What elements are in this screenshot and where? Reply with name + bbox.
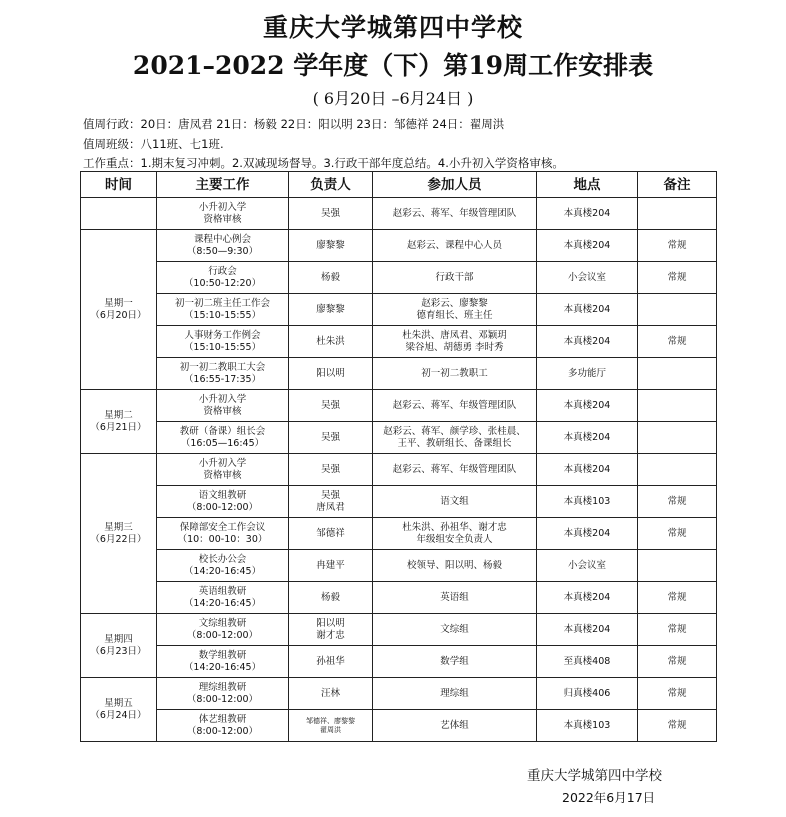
- leader-cell: 邹德祥、廖黎黎 翟周洪: [289, 710, 373, 742]
- leader-cell: 汪林: [289, 678, 373, 710]
- place-cell: 本真楼204: [537, 294, 638, 326]
- place-cell: 本真楼204: [537, 326, 638, 358]
- duty-class-line: 值周班级：八11班、七1班.: [83, 137, 224, 151]
- schedule-table: [80, 171, 717, 742]
- work-cell: 小升初入学 资格审核: [157, 390, 289, 422]
- table-row: [81, 230, 717, 262]
- note-cell: [638, 550, 717, 582]
- day-cell: 星期三 （6月22日）: [81, 454, 157, 614]
- participants-cell: 赵彩云、蒋军、年级管理团队: [373, 198, 537, 230]
- leader-cell: 杨毅: [289, 582, 373, 614]
- day-cell: 星期一 （6月20日）: [81, 230, 157, 390]
- participants-cell: 语文组: [373, 486, 537, 518]
- header-note: 备注: [638, 172, 717, 198]
- table-row: [81, 582, 717, 614]
- leader-cell: 吴强: [289, 390, 373, 422]
- table-row: [81, 390, 717, 422]
- leader-cell: 杜朱洪: [289, 326, 373, 358]
- work-cell: 语文组教研 （8:00-12:00）: [157, 486, 289, 518]
- table-row: [81, 550, 717, 582]
- leader-cell: 廖黎黎: [289, 230, 373, 262]
- schedule-body: [81, 198, 717, 742]
- participants-cell: 杜朱洪、唐凤君、邓颖玥 梁谷旭、胡德勇 李时秀: [373, 326, 537, 358]
- place-cell: 本真楼204: [537, 230, 638, 262]
- day-cell: [81, 198, 157, 230]
- participants-cell: 赵彩云、廖黎黎 德育组长、班主任: [373, 294, 537, 326]
- table-row: [81, 198, 717, 230]
- place-cell: 本真楼103: [537, 710, 638, 742]
- participants-cell: 理综组: [373, 678, 537, 710]
- work-cell: 人事财务工作例会 （15:10-15:55）: [157, 326, 289, 358]
- leader-cell: 吴强: [289, 454, 373, 486]
- work-cell: 课程中心例会 （8:50—9:30）: [157, 230, 289, 262]
- leader-cell: 阳以明: [289, 358, 373, 390]
- leader-cell: 邹德祥: [289, 518, 373, 550]
- note-cell: 常规: [638, 614, 717, 646]
- place-cell: 小会议室: [537, 262, 638, 294]
- leader-cell: 廖黎黎: [289, 294, 373, 326]
- note-cell: [638, 422, 717, 454]
- work-cell: 体艺组教研 （8:00-12:00）: [157, 710, 289, 742]
- work-cell: 校长办公会 （14:20-16:45）: [157, 550, 289, 582]
- participants-cell: 初一初二教职工: [373, 358, 537, 390]
- leader-cell: 冉建平: [289, 550, 373, 582]
- work-cell: 小升初入学 资格审核: [157, 198, 289, 230]
- leader-cell: 杨毅: [289, 262, 373, 294]
- note-cell: 常规: [638, 486, 717, 518]
- participants-cell: 校领导、阳以明、杨毅: [373, 550, 537, 582]
- participants-cell: 赵彩云、课程中心人员: [373, 230, 537, 262]
- participants-cell: 杜朱洪、孙祖华、谢才忠 年级组安全负责人: [373, 518, 537, 550]
- leader-cell: 吴强: [289, 422, 373, 454]
- leader-cell: 吴强: [289, 198, 373, 230]
- place-cell: 归真楼406: [537, 678, 638, 710]
- leader-cell: 阳以明 谢才忠: [289, 614, 373, 646]
- table-row: [81, 294, 717, 326]
- work-focus-line: 工作重点：1.期末复习冲刺。2.双减现场督导。3.行政干部年度总结。4.小升初入学资格审核。: [83, 156, 564, 170]
- participants-cell: 赵彩云、蒋军、颜学珍、张桂晨、 王平、教研组长、备课组长: [373, 422, 537, 454]
- table-row: [81, 326, 717, 358]
- place-cell: 至真楼408: [537, 646, 638, 678]
- schedule-title: 2021–2022 学年度（下）第19周工作安排表: [132, 51, 654, 80]
- work-cell: 初一初二教职工大会 （16:55-17:35）: [157, 358, 289, 390]
- work-cell: 文综组教研 （8:00-12:00）: [157, 614, 289, 646]
- table-row: [81, 678, 717, 710]
- work-cell: 初一初二班主任工作会 （15:10-15:55）: [157, 294, 289, 326]
- participants-cell: 文综组: [373, 614, 537, 646]
- place-cell: 本真楼204: [537, 582, 638, 614]
- participants-cell: 艺体组: [373, 710, 537, 742]
- date-range: ( 6月20日 –6月24日 ): [312, 89, 474, 108]
- note-cell: [638, 198, 717, 230]
- table-row: [81, 422, 717, 454]
- note-cell: 常规: [638, 582, 717, 614]
- header-leader: 负责人: [289, 172, 373, 198]
- work-cell: 行政会 （10:50-12:20）: [157, 262, 289, 294]
- note-cell: [638, 390, 717, 422]
- duty-admin-line: 值周行政：20日：唐凤君 21日：杨毅 22日：阳以明 23日：邹德祥 24日：翟周洪: [83, 117, 505, 131]
- table-row: [81, 486, 717, 518]
- work-cell: 理综组教研 （8:00-12:00）: [157, 678, 289, 710]
- header-main-work: 主要工作: [157, 172, 289, 198]
- participants-cell: 赵彩云、蒋军、年级管理团队: [373, 454, 537, 486]
- work-cell: 数学组教研 （14:20-16:45）: [157, 646, 289, 678]
- table-row: [81, 358, 717, 390]
- place-cell: 多功能厅: [537, 358, 638, 390]
- place-cell: 小会议室: [537, 550, 638, 582]
- note-cell: 常规: [638, 710, 717, 742]
- work-cell: 保障部安全工作会议 （10：00-10：30）: [157, 518, 289, 550]
- place-cell: 本真楼204: [537, 518, 638, 550]
- place-cell: 本真楼204: [537, 614, 638, 646]
- footer-date: 2022年6月17日: [562, 790, 656, 805]
- participants-cell: 行政干部: [373, 262, 537, 294]
- header-time: 时间: [81, 172, 157, 198]
- table-header-row: [81, 172, 717, 198]
- table-row: [81, 262, 717, 294]
- place-cell: 本真楼204: [537, 390, 638, 422]
- note-cell: [638, 358, 717, 390]
- day-cell: 星期五 （6月24日）: [81, 678, 157, 742]
- table-row: [81, 518, 717, 550]
- place-cell: 本真楼204: [537, 454, 638, 486]
- place-cell: 本真楼103: [537, 486, 638, 518]
- footer-school: 重庆大学城第四中学校: [527, 768, 662, 784]
- note-cell: 常规: [638, 230, 717, 262]
- work-cell: 小升初入学 资格审核: [157, 454, 289, 486]
- note-cell: 常规: [638, 518, 717, 550]
- leader-cell: 吴强 唐凤君: [289, 486, 373, 518]
- participants-cell: 英语组: [373, 582, 537, 614]
- work-cell: 教研（备课）组长会 （16:05—16:45）: [157, 422, 289, 454]
- note-cell: 常规: [638, 326, 717, 358]
- place-cell: 本真楼204: [537, 422, 638, 454]
- day-cell: 星期四 （6月23日）: [81, 614, 157, 678]
- participants-cell: 赵彩云、蒋军、年级管理团队: [373, 390, 537, 422]
- note-cell: 常规: [638, 678, 717, 710]
- table-row: [81, 646, 717, 678]
- participants-cell: 数学组: [373, 646, 537, 678]
- header-participants: 参加人员: [373, 172, 537, 198]
- note-cell: [638, 454, 717, 486]
- note-cell: [638, 294, 717, 326]
- note-cell: 常规: [638, 262, 717, 294]
- school-title: 重庆大学城第四中学校: [262, 13, 523, 42]
- header-place: 地点: [537, 172, 638, 198]
- table-row: [81, 614, 717, 646]
- place-cell: 本真楼204: [537, 198, 638, 230]
- note-cell: 常规: [638, 646, 717, 678]
- day-cell: 星期二 （6月21日）: [81, 390, 157, 454]
- leader-cell: 孙祖华: [289, 646, 373, 678]
- work-cell: 英语组教研 （14:20-16:45）: [157, 582, 289, 614]
- table-row: [81, 710, 717, 742]
- table-row: [81, 454, 717, 486]
